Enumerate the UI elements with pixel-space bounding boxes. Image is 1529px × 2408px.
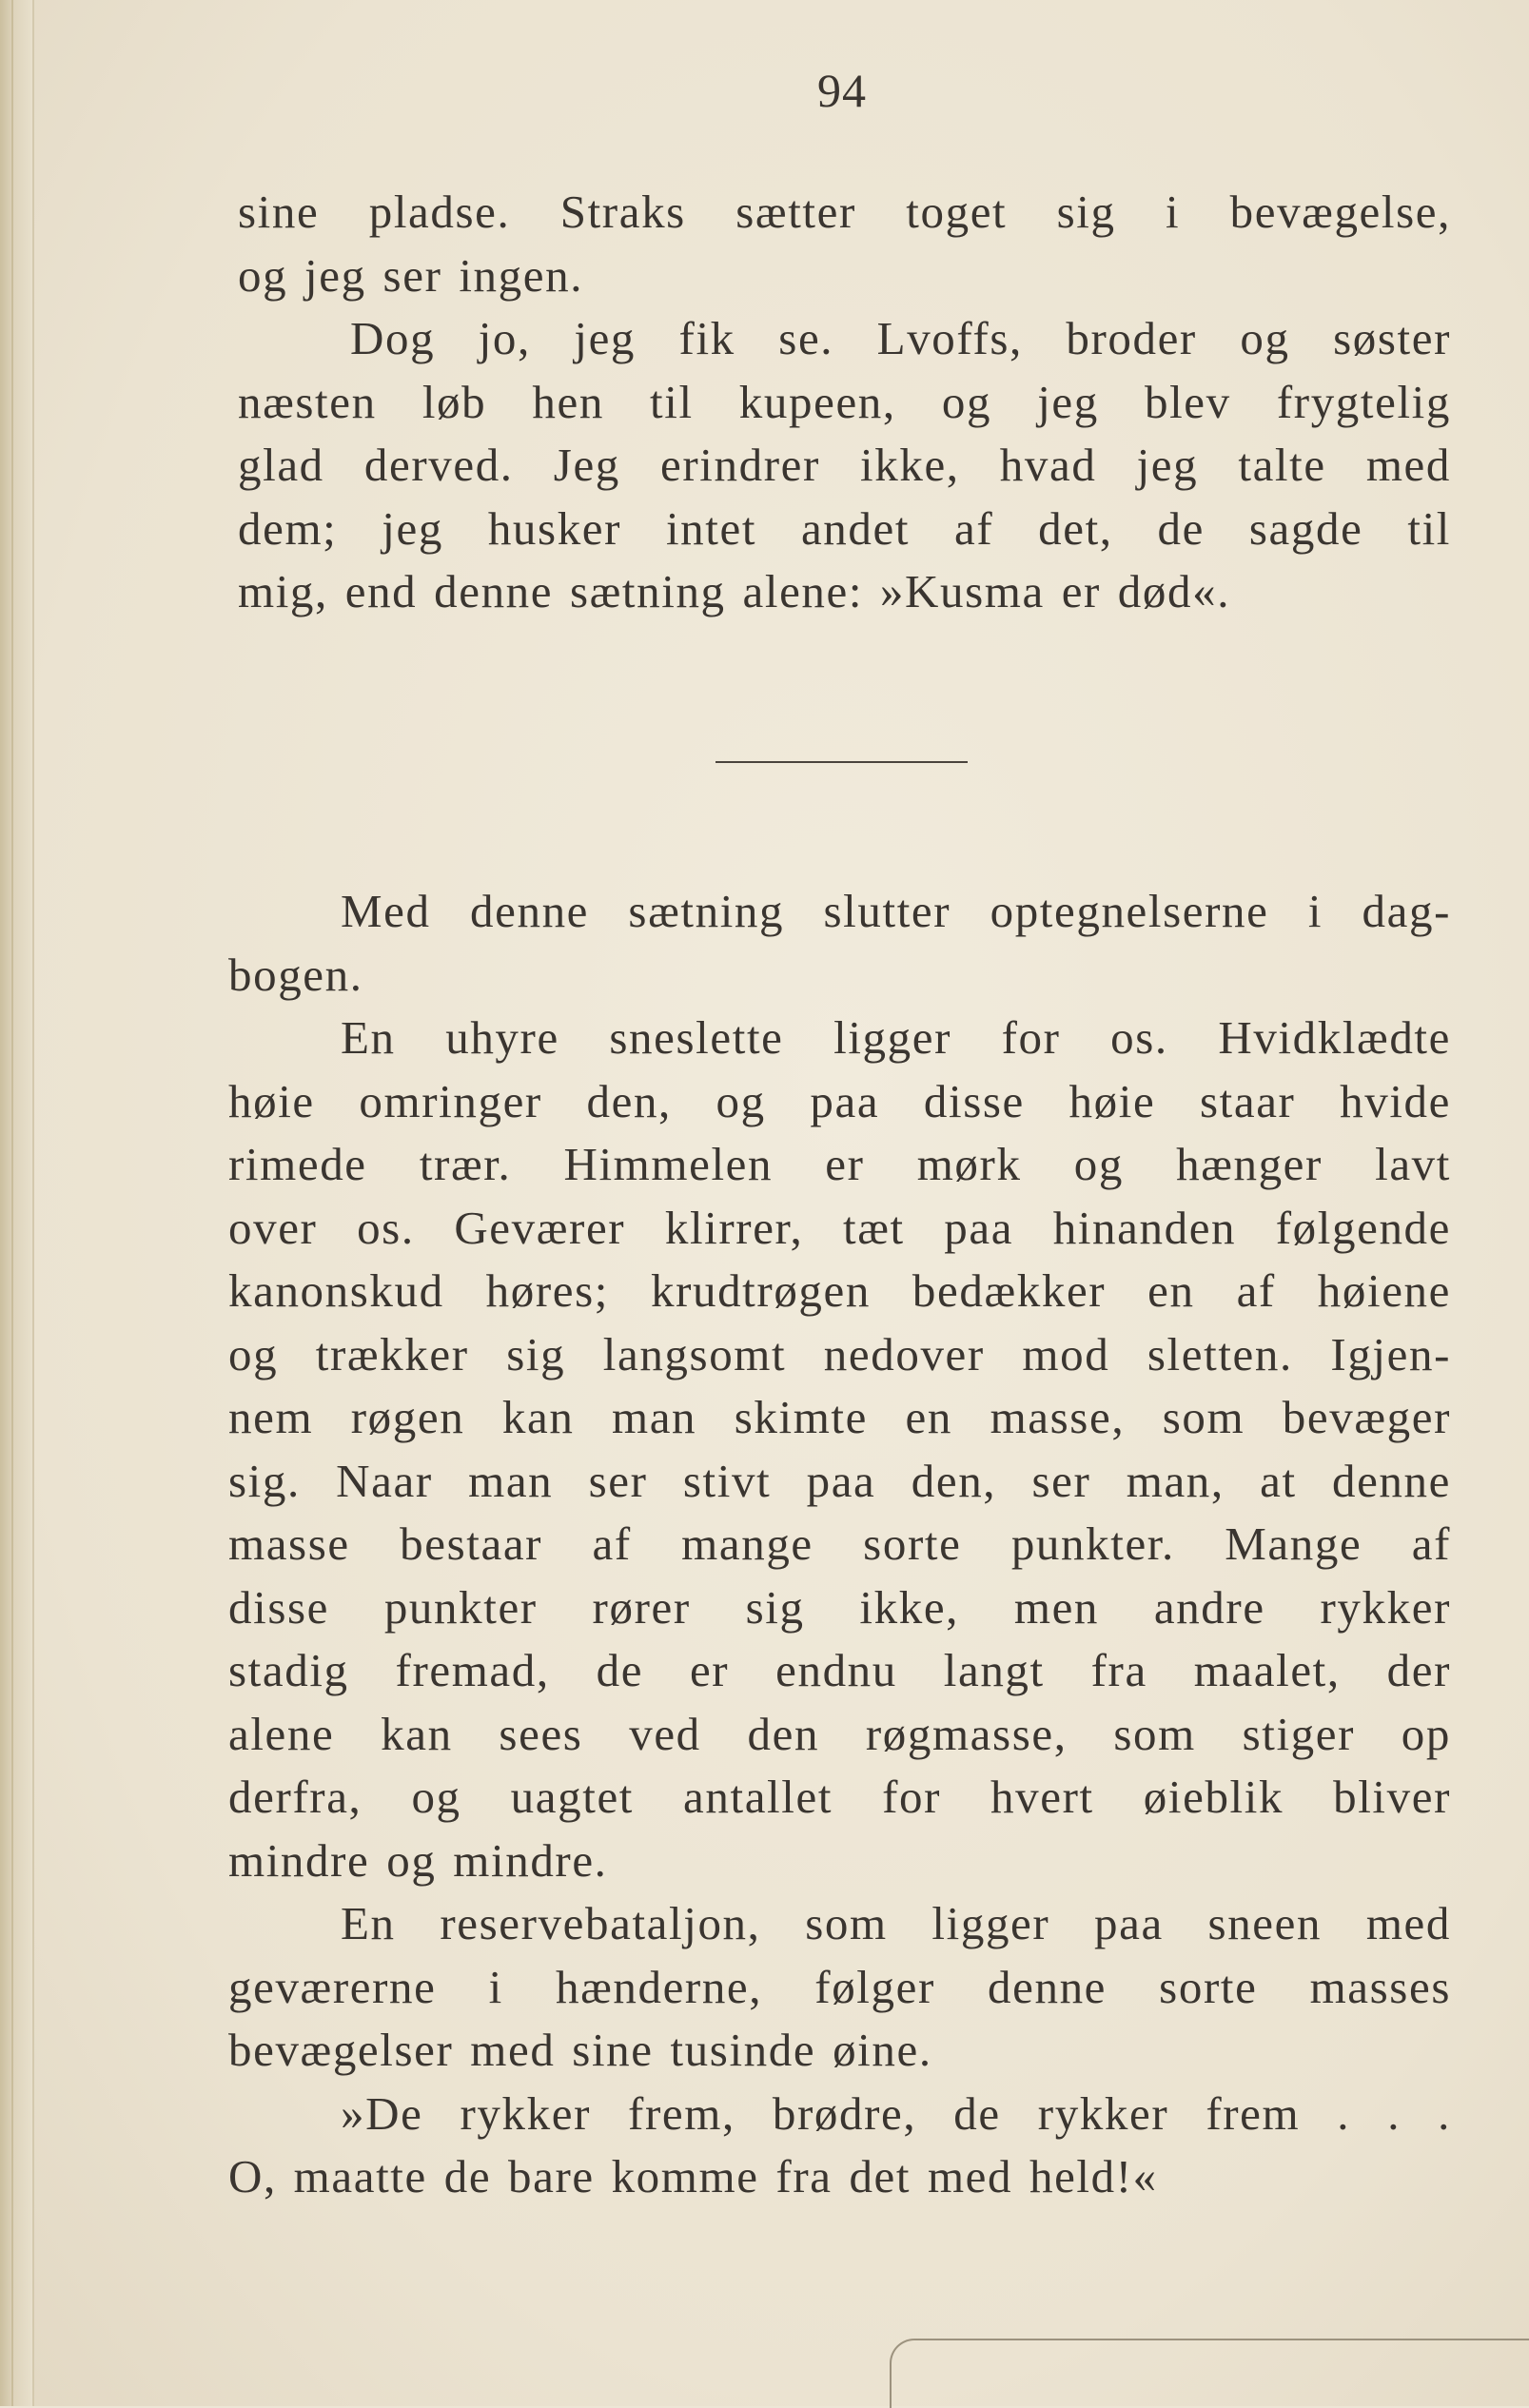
- text-line: »De rykker frem, brødre, de rykker frem . . .: [341, 2086, 1451, 2140]
- text-line: stadig fremad, de er endnu langt fra maalet, der: [228, 1644, 1451, 1696]
- page-number: 94: [817, 64, 867, 117]
- text-line: nem røgen kan man skimte en masse, som bevæger: [228, 1391, 1451, 1443]
- page-corner-edge: [890, 2339, 1529, 2408]
- text-line: disse punkter rører sig ikke, men andre rykker: [228, 1580, 1451, 1634]
- text-line: kanonskud høres; krudtrøgen bedækker en af høiene: [228, 1264, 1451, 1317]
- text-line: mig, end denne sætning alene: »Kusma er død«.: [238, 565, 1231, 617]
- text-line: næsten løb hen til kupeen, og jeg blev frygtelig: [238, 375, 1451, 428]
- text-line: rimede trær. Himmelen er mørk og hænger lavt: [228, 1138, 1451, 1190]
- gutter-line: [11, 0, 13, 2406]
- text-line: alene kan sees ved den røgmasse, som stiger op: [228, 1707, 1451, 1760]
- text-line: over os. Geværer klirrer, tæt paa hinanden følgende: [228, 1201, 1451, 1254]
- text-line: bogen.: [228, 948, 363, 1001]
- book-gutter: [0, 0, 34, 2406]
- text-line: Med denne sætning slutter optegnelserne i dag-: [341, 885, 1451, 937]
- text-line: mindre og mindre.: [228, 1833, 608, 1887]
- section-divider: [715, 761, 968, 763]
- text-line: høie omringer den, og paa disse høie staar hvide: [228, 1074, 1451, 1127]
- text-line: En reservebataljon, som ligger paa sneen med: [341, 1897, 1451, 1949]
- text-line: og trækker sig langsomt nedover mod sletten. Igjen-: [228, 1327, 1451, 1380]
- text-line: masse bestaar af mange sorte punkter. Mange af: [228, 1517, 1451, 1570]
- text-line: derfra, og uagtet antallet for hvert øieblik bliver: [228, 1771, 1451, 1823]
- text-line: sine pladse. Straks sætter toget sig i bevægelse,: [238, 186, 1451, 238]
- paragraph-block-top: [238, 181, 1451, 624]
- text-line: geværerne i hænderne, følger denne sorte masses: [228, 1960, 1451, 2013]
- text-line: En uhyre sneslette ligger for os. Hvidklædte: [341, 1011, 1451, 1064]
- text-line: bevægelser med sine tusinde øine.: [228, 2024, 932, 2076]
- text-line: Dog jo, jeg fik se. Lvoffs, broder og søster: [350, 312, 1451, 364]
- text-line: og jeg ser ingen.: [238, 248, 584, 302]
- text-line: O, maatte de bare komme fra det med held!«: [228, 2150, 1158, 2202]
- text-line: glad derved. Jeg erindrer ikke, hvad jeg talte med: [238, 439, 1451, 491]
- text-line: dem; jeg husker intet andet af det, de sagde til: [238, 501, 1451, 555]
- text-line: sig. Naar man ser stivt paa den, ser man, at denne: [228, 1454, 1451, 1507]
- paragraph-block-main: [228, 880, 1451, 2209]
